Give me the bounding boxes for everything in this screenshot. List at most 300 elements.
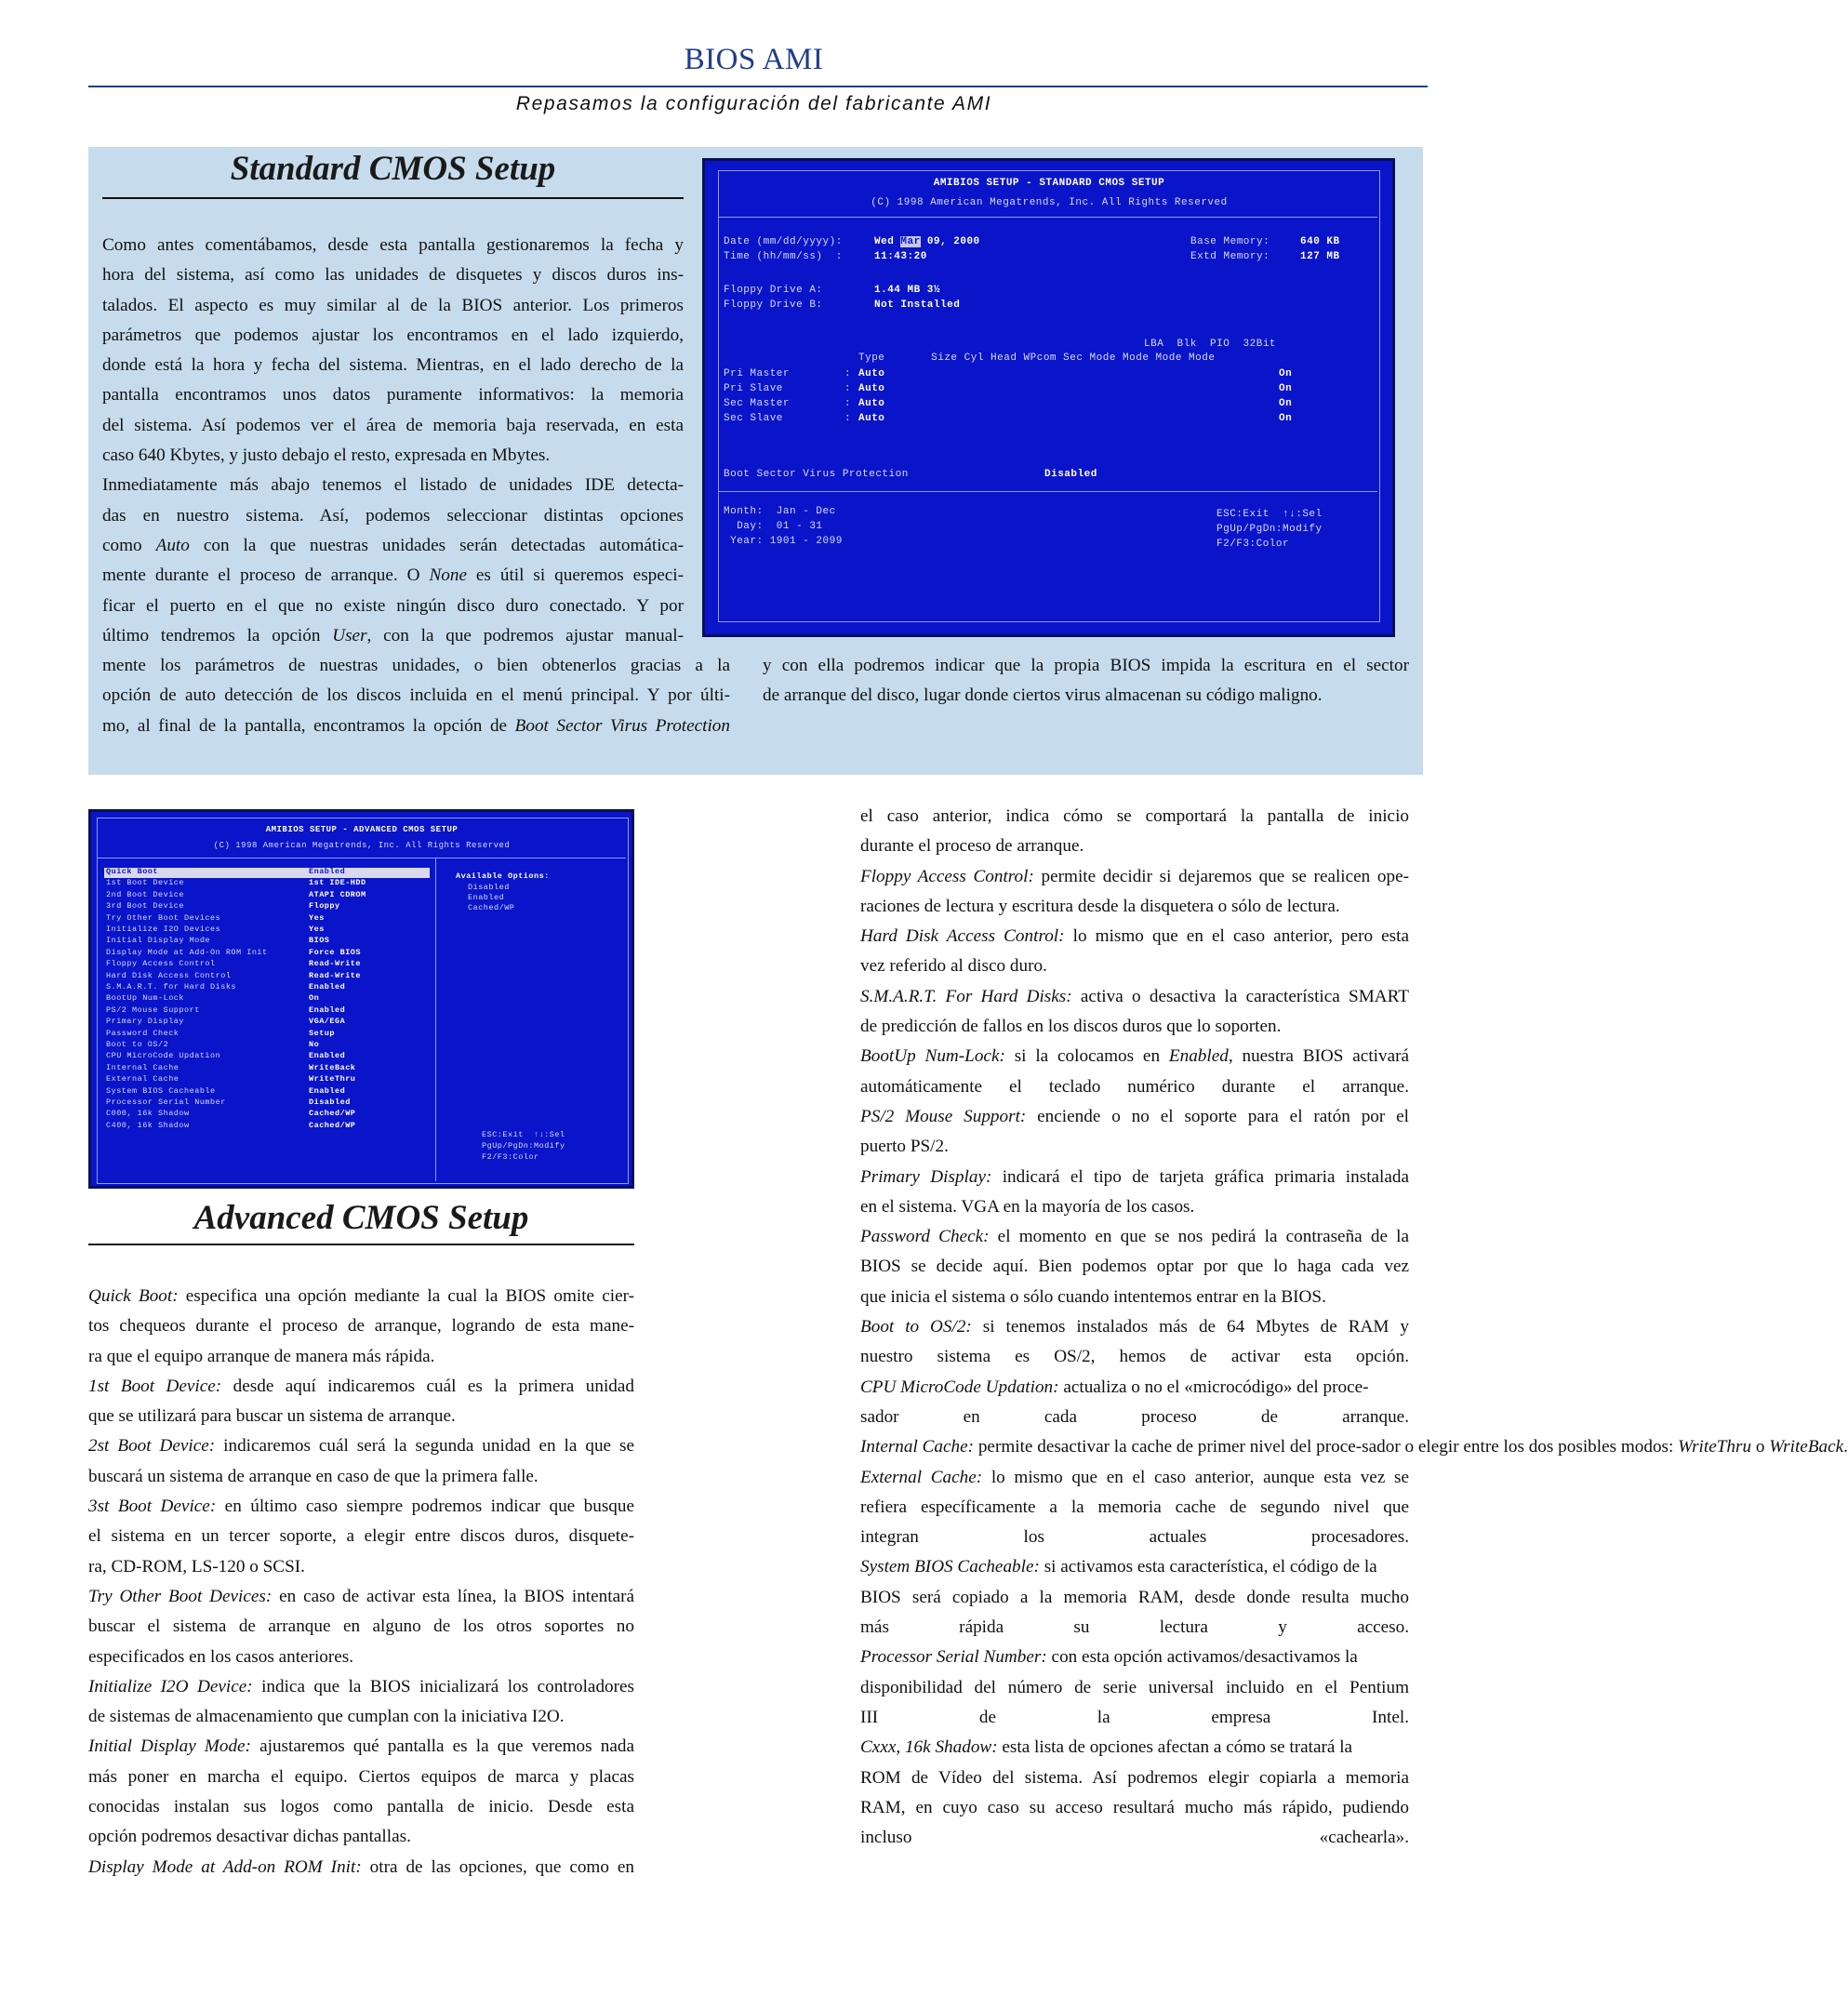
bios-option-label: PS/2 Mouse Support — [106, 1004, 200, 1015]
text-line: pantalla encontramos unos datos puramente informativos: la memoria — [102, 385, 684, 406]
term: BootUp Num-Lock: — [860, 1046, 1005, 1067]
bios-option-value[interactable]: Enabled — [309, 1085, 346, 1096]
text-run: raciones de lectura y escritura desde la disquetera o sólo de lectura. — [860, 896, 1340, 916]
bios-floppy-b-value[interactable]: Not Installed — [874, 299, 961, 311]
standard-cmos-text-right — [763, 651, 1409, 712]
text-run: refiera específicamente a la memoria cache de segundo nivel que — [860, 1497, 1409, 1517]
text-emphasis: Boot Sector Virus Protection — [514, 715, 730, 736]
text-run: indicaremos cuál será la segunda unidad en la que se — [215, 1436, 634, 1457]
text-line: del sistema. Así podemos ver el área de memoria baja reservada, en esta — [102, 415, 684, 435]
text-line — [860, 1132, 1409, 1162]
header-rule — [88, 86, 1428, 87]
bios-key-color: F2/F3:Color — [482, 1152, 539, 1162]
bios-option-label: Display Mode at Add-On ROM Init — [106, 947, 268, 957]
text-line — [860, 1163, 1409, 1192]
bios-option-value[interactable]: Setup — [309, 1028, 336, 1038]
text-run: incluso «cachearla». — [860, 1828, 1409, 1848]
bios-option-value[interactable]: WriteBack — [309, 1062, 356, 1072]
text-run: sador o elegir entre los dos posibles modos: — [1362, 1437, 1679, 1457]
text-line — [860, 1793, 1409, 1823]
term: Primary Display: — [860, 1166, 992, 1187]
bios-option-value[interactable]: Yes — [309, 912, 325, 923]
text-line — [88, 1492, 634, 1522]
text-line — [860, 1552, 1409, 1582]
bios-title: AMIBIOS SETUP - STANDARD CMOS SETUP — [933, 178, 1165, 189]
text-run: puerto PS/2. — [860, 1137, 949, 1157]
bios-option-label: C000, 16k Shadow — [106, 1109, 190, 1119]
text-run: otra de las opciones, que como en — [361, 1856, 634, 1877]
text-line — [860, 1072, 1409, 1102]
bios-option-label: CPU MicroCode Updation — [106, 1051, 221, 1061]
text-run: BIOS será copiado a la memoria RAM, desde donde resulta mucho — [860, 1587, 1409, 1607]
bios-key-color: F2/F3:Color — [1216, 539, 1290, 550]
text-run: más rápida su lectura y acceso. — [860, 1617, 1409, 1638]
bios-option-value[interactable]: Enabled — [309, 982, 346, 991]
text-line — [88, 1462, 634, 1492]
text-run: especificados en los casos anteriores. — [88, 1646, 354, 1667]
term: Display Mode at Add-on ROM Init: — [88, 1856, 362, 1877]
term: Try Other Boot Devices: — [88, 1586, 273, 1606]
advanced-cmos-bios-screen — [88, 809, 634, 1189]
bios-option-label: Try Other Boot Devices — [106, 912, 221, 923]
text-run: si la colocamos en — [1004, 1046, 1169, 1067]
text-run: esta lista de opciones afectan a cómo se tratará la — [997, 1737, 1353, 1758]
bios-date-label: Date (mm/dd/yyyy): — [724, 236, 843, 247]
term: WriteThru — [1678, 1437, 1752, 1457]
text-line: caso 640 Kbytes, y justo debajo el resto, expresada en Mbytes. — [102, 446, 551, 466]
text-line — [102, 712, 730, 741]
bios-option-row[interactable] — [104, 1030, 430, 1040]
bios-option-row[interactable] — [104, 868, 430, 878]
standard-cmos-title: Standard CMOS Setup — [230, 150, 556, 188]
term: WriteBack — [1769, 1437, 1844, 1457]
bios-option-label: S.M.A.R.T. for Hard Disks — [106, 982, 237, 991]
bios-ide-sep: : — [844, 413, 852, 424]
bios-ide-sep: : — [844, 383, 852, 394]
bios-option-value[interactable]: Cached/WP — [309, 1120, 356, 1130]
text-line — [88, 1552, 634, 1582]
bios-option-row[interactable] — [104, 902, 430, 912]
bios-option-value[interactable]: Read-Write — [309, 970, 362, 980]
text-run: si tenemos instalados más de 64 Mbytes de RAM y — [971, 1317, 1409, 1337]
text-line — [860, 1012, 1409, 1042]
text-line: de arranque del disco, lugar donde ciertos virus almacenan su código maligno. — [763, 685, 1323, 706]
term: 2st Boot Device: — [88, 1436, 216, 1457]
bios-floppy-b-label: Floppy Drive B: — [724, 299, 823, 311]
text-run: mente durante el proceso de arranque. O — [102, 565, 430, 586]
bios-option-label: 3rd Boot Device — [106, 901, 185, 911]
bios-title: AMIBIOS SETUP - ADVANCED CMOS SETUP — [265, 825, 459, 834]
standard-cmos-text-wide — [102, 651, 730, 741]
bios-date-month[interactable]: Mar — [900, 236, 921, 247]
bios-option-label: Password Check — [106, 1028, 179, 1038]
bios-option-value[interactable]: Force BIOS — [309, 947, 362, 957]
text-line — [860, 1252, 1409, 1282]
bios-option-row[interactable] — [104, 1006, 430, 1017]
text-line — [860, 802, 1409, 832]
bios-option-label: Boot to OS/2 — [106, 1040, 169, 1049]
text-line — [88, 1853, 634, 1883]
bios-base-memory-value: 640 KB — [1300, 236, 1340, 247]
text-line — [860, 892, 1409, 922]
bios-option-label: Primary Display — [106, 1017, 185, 1027]
bios-extd-memory-label: Extd Memory: — [1190, 251, 1270, 262]
text-line — [860, 1703, 1409, 1733]
text-line — [860, 1432, 1848, 1462]
text-run: en el sistema. VGA en la mayoría de los casos. — [860, 1196, 1195, 1217]
text-run: ra, CD-ROM, LS-120 o SCSI. — [88, 1556, 305, 1577]
bios-ide-name: Pri Slave — [724, 383, 783, 394]
text-run: lo mismo que en el caso anterior, aunque esta vez se — [982, 1467, 1409, 1487]
text-line — [860, 922, 1409, 951]
bios-option-label: External Cache — [106, 1074, 179, 1084]
term: Internal Cache: — [860, 1437, 975, 1457]
text-line — [860, 1222, 1409, 1252]
text-line: donde está la hora y fecha del sistema. Mientras, en el lado derecho de la — [102, 355, 684, 376]
text-line — [88, 1612, 634, 1642]
bios-ide-sep: : — [844, 398, 852, 409]
text-run: buscará un sistema de arranque en caso de que la primera falle. — [88, 1466, 538, 1486]
bios-option-value[interactable]: On — [309, 993, 320, 1004]
bios-ide-name: Pri Master — [724, 368, 791, 379]
bios-ide-mode: On — [1279, 398, 1293, 409]
bios-option-row[interactable] — [104, 960, 430, 970]
text-line: mente los parámetros de nuestras unidades, o bien obtenerlos gracias a la — [102, 656, 730, 675]
text-run: BIOS se decide aquí. Bien podemos optar por que lo haga cada vez — [860, 1257, 1409, 1277]
term: S.M.A.R.T. For Hard Disks: — [860, 986, 1072, 1006]
bios-option-label: 2nd Boot Device — [106, 889, 185, 899]
text-line: das en nuestro sistema. Así, podemos seleccionar distintas opciones — [102, 505, 684, 526]
bios-ide-name: Sec Master — [724, 398, 791, 409]
text-line — [88, 1792, 634, 1822]
text-run: tos chequeos durante el proceso de arranque, logrando de esta mane- — [88, 1316, 634, 1337]
bios-option-value[interactable]: BIOS — [309, 936, 330, 946]
bios-option-row[interactable] — [104, 879, 430, 889]
text-line — [860, 1403, 1409, 1432]
text-line — [860, 1042, 1409, 1071]
text-line — [88, 1672, 634, 1702]
bios-help-month: Month: Jan - Dec — [724, 506, 836, 517]
bios-ide-type[interactable]: Auto — [858, 383, 885, 394]
bios-option-label: System BIOS Cacheable — [106, 1085, 216, 1096]
bios-option-label: Quick Boot — [106, 867, 159, 876]
text-run: o — [1751, 1437, 1770, 1457]
text-line — [88, 1732, 634, 1762]
text-line — [88, 1522, 634, 1551]
bios-separator — [719, 217, 1377, 218]
text-line — [860, 1192, 1409, 1222]
bios-option-value[interactable]: Disabled — [309, 1098, 351, 1107]
bios-option-item: Cached/WP — [468, 903, 515, 912]
bios-copyright: (C) 1998 American Megatrends, Inc. All Rights Reserved — [871, 197, 1228, 208]
bios-date-day: Wed — [874, 236, 895, 247]
standard-cmos-title-rule — [102, 197, 684, 199]
bios-option-label: Hard Disk Access Control — [106, 970, 232, 980]
text-run: conocidas instalan sus logos como pantalla de inicio. Desde esta — [88, 1797, 634, 1817]
text-line: ficar el puerto en el que no existe ningún disco duro conectado. Y por — [102, 595, 684, 616]
bios-option-item: Enabled — [468, 893, 505, 902]
bios-boot-virus-label: Boot Sector Virus Protection — [724, 469, 909, 480]
bios-option-value[interactable]: Floppy — [309, 901, 340, 911]
bios-option-row[interactable] — [104, 925, 430, 936]
text-line — [860, 982, 1409, 1012]
bios-option-label: 1st Boot Device — [106, 878, 185, 888]
bios-ide-sep: : — [844, 368, 852, 379]
bios-option-row[interactable] — [104, 937, 430, 947]
text-run: sador en cada proceso de arranque. — [860, 1406, 1409, 1427]
text-line — [860, 1643, 1409, 1672]
text-line — [88, 1822, 634, 1852]
text-line — [860, 1763, 1409, 1793]
bios-option-row[interactable] — [104, 891, 430, 901]
text-run: durante el proceso de arranque. — [860, 836, 1084, 857]
text-run: ROM de Vídeo del sistema. Así podremos elegir copiarla a memoria — [860, 1767, 1409, 1788]
text-line: Como antes comentábamos, desde esta pantalla gestionaremos la fecha y — [102, 235, 684, 255]
term: Floppy Access Control: — [860, 866, 1034, 886]
bios-time-label: Time (hh/mm/ss) : — [724, 251, 843, 262]
bios-base-memory-label: Base Memory: — [1190, 236, 1270, 247]
text-run: III de la empresa Intel. — [860, 1707, 1409, 1727]
text-run: en caso de activar esta línea, la BIOS intentará — [272, 1586, 634, 1606]
text-run: es útil si queremos especi- — [466, 565, 685, 586]
text-line — [102, 531, 684, 561]
text-run: . — [1843, 1437, 1848, 1457]
text-run: lo mismo que en el caso anterior, pero esta — [1064, 926, 1409, 947]
bios-ide-type[interactable]: Auto — [858, 398, 885, 409]
bios-ide-mode: On — [1279, 383, 1293, 394]
term: 3st Boot Device: — [88, 1497, 217, 1517]
bios-option-row[interactable] — [104, 1041, 430, 1051]
text-line — [88, 1431, 634, 1461]
bios-option-label: Initial Display Mode — [106, 936, 211, 946]
advanced-cmos-right-column — [860, 802, 1848, 1853]
text-run: actualiza o no el «microcódigo» del proce- — [1058, 1377, 1369, 1397]
text-run: indica que la BIOS inicializará los controladores — [252, 1676, 635, 1696]
bios-option-row[interactable] — [104, 972, 430, 982]
text-line — [860, 1493, 1409, 1523]
text-run: como — [102, 535, 156, 555]
text-line — [860, 1583, 1409, 1613]
text-line — [860, 1823, 1409, 1853]
bios-date-value[interactable] — [874, 235, 980, 248]
bios-option-row[interactable] — [104, 1122, 430, 1132]
text-line — [860, 862, 1409, 892]
bios-help-year: Year: 1901 - 2099 — [724, 536, 843, 547]
bios-floppy-a-value[interactable]: 1.44 MB 3½ — [874, 285, 941, 296]
bios-option-row[interactable] — [104, 914, 430, 925]
text-run: permite desactivar la cache de primer nivel del proce- — [974, 1437, 1363, 1457]
bios-key-esc: ESC:Exit ↑↓:Sel — [1216, 509, 1323, 520]
text-line — [88, 1372, 634, 1402]
term: Initial Display Mode: — [88, 1736, 251, 1757]
text-run: con la que nuestras unidades serán detectadas automática- — [189, 535, 684, 555]
bios-option-row[interactable] — [104, 983, 430, 993]
bios-option-value[interactable]: WriteThru — [309, 1074, 356, 1084]
text-run: , con la que podremos ajustar manual- — [366, 625, 684, 645]
bios-option-label: Internal Cache — [106, 1062, 179, 1072]
term: Initialize I2O Device: — [88, 1676, 253, 1696]
text-run: en último caso siempre podremos indicar que busque — [216, 1497, 634, 1517]
text-line — [860, 832, 1409, 861]
text-line — [860, 1463, 1409, 1493]
text-run: vez referido al disco duro. — [860, 956, 1047, 977]
text-line — [102, 621, 684, 651]
text-line: talados. El aspecto es muy similar al de la BIOS anterior. Los primeros — [102, 295, 684, 315]
bios-option-row[interactable] — [104, 994, 430, 1004]
text-line — [88, 1702, 634, 1732]
bios-option-value[interactable]: Yes — [309, 925, 325, 934]
text-line — [860, 1342, 1409, 1372]
text-run: último tendremos la opción — [102, 625, 333, 645]
term: Enabled — [1168, 1046, 1229, 1067]
text-line — [860, 1673, 1409, 1703]
bios-copyright: (C) 1998 American Megatrends, Inc. All Rights Reserved — [213, 841, 511, 850]
text-run: si activamos esta característica, el código de la — [1039, 1557, 1377, 1577]
bios-key-page: PgUp/PgDn:Modify — [482, 1141, 565, 1151]
bios-option-row[interactable] — [104, 1098, 430, 1109]
text-run: de predicción de fallos en los discos duros que lo soporten. — [860, 1017, 1282, 1037]
bios-time-value[interactable]: 11:43:20 — [874, 251, 927, 262]
bios-extd-memory-value: 127 MB — [1300, 251, 1340, 262]
bios-option-value[interactable]: Enabled — [309, 1004, 346, 1015]
bios-option-value[interactable]: Enabled — [309, 867, 346, 876]
term: PS/2 Mouse Support: — [860, 1106, 1027, 1126]
bios-option-value[interactable]: VGA/EGA — [309, 1017, 346, 1027]
text-line: opción de auto detección de los discos incluida en el menú principal. Y por últi- — [102, 685, 730, 706]
advanced-cmos-title: Advanced CMOS Setup — [193, 1199, 529, 1237]
term: External Cache: — [860, 1467, 983, 1487]
bios-column-divider — [435, 858, 436, 1181]
term: Boot to OS/2: — [860, 1317, 972, 1337]
text-line — [860, 1373, 1409, 1403]
bios-col-header-2: Type Size Cyl Head WPcom Sec Mode Mode Mode Mode — [858, 353, 1216, 364]
bios-col-header-1: LBA Blk PIO 32Bit — [1144, 339, 1277, 350]
text-line — [88, 1582, 634, 1612]
text-run: el momento en que se nos pedirá la contraseña de la — [989, 1227, 1409, 1247]
text-line: Inmediatamente más abajo tenemos el listado de unidades IDE detecta- — [102, 475, 684, 496]
text-run: de sistemas de almacenamiento que cumplan con la iniciativa I2O. — [88, 1707, 565, 1727]
text-run: , nuestra BIOS activará — [1228, 1046, 1410, 1067]
bios-option-label: BootUp Num-Lock — [106, 993, 185, 1004]
text-line: parámetros que podemos ajustar los encontramos en el lado izquierdo, — [102, 325, 684, 345]
text-line — [860, 1283, 1409, 1312]
bios-ide-mode: On — [1279, 413, 1293, 424]
term: System BIOS Cacheable: — [860, 1557, 1040, 1577]
bios-option-value[interactable]: Enabled — [309, 1051, 346, 1061]
text-line — [88, 1402, 634, 1431]
bios-option-label: C400, 16k Shadow — [106, 1120, 190, 1130]
text-line — [860, 1102, 1409, 1132]
text-emphasis: Auto — [155, 535, 190, 555]
bios-option-value[interactable]: No — [309, 1040, 320, 1049]
standard-cmos-text — [102, 231, 684, 651]
term: CPU MicroCode Updation: — [860, 1377, 1059, 1397]
text-line — [88, 1643, 634, 1672]
text-run: ajustaremos qué pantalla es la que veremos nada — [250, 1736, 634, 1757]
text-run: automáticamente el teclado numérico durante el arranque. — [860, 1076, 1409, 1097]
text-run: integran los actuales procesadores. — [860, 1527, 1409, 1548]
subtitle: Repasamos la configuración del fabricante AMI — [515, 93, 992, 114]
text-line — [88, 1311, 634, 1341]
bios-key-esc: ESC:Exit ↑↓:Sel — [482, 1130, 565, 1139]
bios-separator — [719, 491, 1377, 492]
text-run: disponibilidad del número de serie universal incluido en el Pentium — [860, 1677, 1409, 1697]
text-run: que inicia el sistema o sólo cuando intentemos entrar en la BIOS. — [860, 1286, 1326, 1307]
text-run: ra que el equipo arranque de manera más rápida. — [88, 1346, 435, 1366]
term: 1st Boot Device: — [88, 1376, 222, 1396]
bios-option-row[interactable] — [104, 1052, 430, 1062]
text-run: permite decidir si dejaremos que se realicen ope- — [1033, 866, 1409, 886]
text-line: hora del sistema, así como las unidades de disquetes y discos duros ins- — [102, 265, 684, 286]
text-run: especifica una opción mediante la cual la BIOS omite cier- — [178, 1286, 634, 1306]
bios-option-row[interactable] — [104, 1110, 430, 1120]
bios-floppy-a-label: Floppy Drive A: — [724, 285, 823, 296]
bios-option-value[interactable]: Read-Write — [309, 959, 362, 969]
bios-option-label: Processor Serial Number — [106, 1098, 226, 1107]
term: Hard Disk Access Control: — [860, 926, 1065, 947]
term: Quick Boot: — [88, 1286, 179, 1306]
text-run: RAM, en cuyo caso su acceso resultará mucho más rápido, pudiendo — [860, 1797, 1409, 1817]
bios-boot-virus-value[interactable]: Disabled — [1044, 469, 1097, 480]
bios-ide-type[interactable]: Auto — [858, 413, 885, 424]
text-run: mo, al final de la pantalla, encontramos la opción de — [102, 715, 515, 736]
text-run: buscar el sistema de arranque en alguno de los otros soportes no — [88, 1617, 634, 1637]
bios-option-value[interactable]: 1st IDE-HDD — [309, 878, 366, 888]
bios-option-row[interactable] — [104, 949, 430, 959]
bios-available-options-title: Available Options: — [456, 871, 550, 881]
text-line — [88, 1763, 634, 1792]
text-line — [860, 1523, 1409, 1552]
text-line — [860, 951, 1409, 981]
text-line: y con ella podremos indicar que la propia BIOS impida la escritura en el sector — [763, 656, 1409, 675]
bios-option-row[interactable] — [104, 1087, 430, 1098]
bios-option-row[interactable] — [104, 1064, 430, 1074]
bios-option-value[interactable]: Cached/WP — [309, 1109, 356, 1119]
bios-option-label: Initialize I2O Devices — [106, 925, 221, 934]
advanced-cmos-title-rule — [88, 1244, 634, 1245]
text-line — [860, 1733, 1409, 1763]
bios-option-label: Floppy Access Control — [106, 959, 216, 969]
text-emphasis: None — [429, 565, 467, 586]
text-run: indicará el tipo de tarjeta gráfica primaria instalada — [991, 1166, 1410, 1187]
term: Cxxx, 16k Shadow: — [860, 1737, 998, 1758]
text-run: el sistema en un tercer soporte, a elegir entre discos duros, disquete- — [88, 1526, 634, 1547]
text-emphasis: User — [332, 625, 367, 645]
bios-option-row[interactable] — [104, 1075, 430, 1085]
running-title: BIOS AMI — [684, 43, 824, 76]
text-run: con esta opción activamos/desactivamos la — [1046, 1647, 1358, 1668]
advanced-cmos-left-column — [88, 1282, 634, 1883]
text-run: el caso anterior, indica cómo se comportará la pantalla de inicio — [860, 806, 1409, 826]
bios-date-rest: 09, 2000 — [920, 236, 980, 247]
bios-option-value[interactable]: ATAPI CDROM — [309, 889, 366, 899]
text-line — [88, 1342, 634, 1372]
bios-ide-type[interactable]: Auto — [858, 368, 885, 379]
bios-key-page: PgUp/PgDn:Modify — [1216, 524, 1323, 535]
text-line — [88, 1282, 634, 1311]
term: Processor Serial Number: — [860, 1647, 1047, 1668]
text-run: activa o desactiva la característica SMART — [1071, 986, 1410, 1006]
bios-help-day: Day: 01 - 31 — [724, 521, 823, 532]
bios-ide-mode: On — [1279, 368, 1293, 379]
text-run: desde aquí indicaremos cuál es la primera unidad — [221, 1376, 634, 1396]
text-line — [102, 561, 684, 591]
bios-option-row[interactable] — [104, 1018, 430, 1028]
text-run: que se utilizará para buscar un sistema de arranque. — [88, 1406, 456, 1427]
text-run: más poner en marcha el equipo. Ciertos equipos de marca y placas — [88, 1766, 634, 1787]
bios-ide-name: Sec Slave — [724, 413, 783, 424]
bios-option-item: Disabled — [468, 883, 510, 892]
